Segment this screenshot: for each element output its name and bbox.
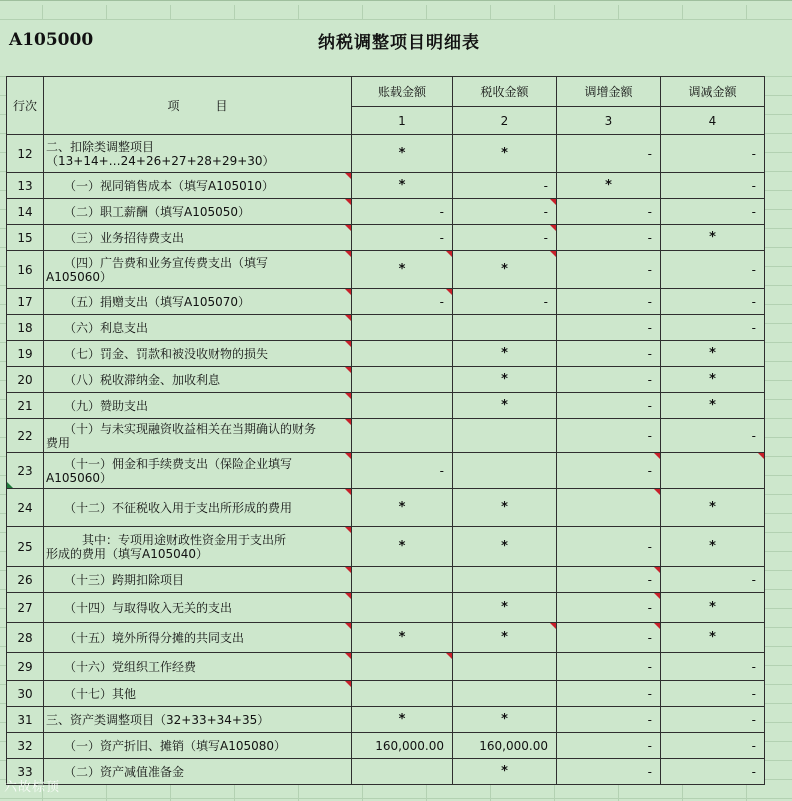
increase-amount-cell[interactable]: - [557,707,661,733]
tax-adjustment-table [6,76,765,785]
header-tax-amount[interactable]: 税收金额 [453,77,557,107]
tax-amount-cell[interactable]: - [453,289,557,315]
book-amount-cell[interactable]: - [352,453,453,489]
header-decrease-amount[interactable]: 调减金额 [661,77,765,107]
increase-amount-cell[interactable]: - [557,225,661,251]
book-amount-cell[interactable]: * [352,173,453,199]
row-number[interactable]: 24 [7,489,44,527]
decrease-amount-cell[interactable]: - [661,315,765,341]
tax-amount-cell[interactable]: * [453,707,557,733]
decrease-amount-cell[interactable]: - [661,759,765,785]
decrease-amount-cell[interactable]: - [661,199,765,225]
row-number[interactable]: 18 [7,315,44,341]
increase-amount-cell[interactable]: - [557,199,661,225]
table-row [7,289,765,315]
book-amount-cell[interactable] [352,653,453,681]
book-amount-cell[interactable] [352,567,453,593]
table-row [7,135,765,173]
item-label[interactable]: （七）罚金、罚款和被没收财物的损失 [44,341,352,367]
decrease-amount-cell[interactable]: - [661,733,765,759]
increase-amount-cell[interactable]: - [557,623,661,653]
increase-amount-cell[interactable]: - [557,567,661,593]
row-number[interactable]: 17 [7,289,44,315]
table-row [7,251,765,289]
item-label[interactable]: 其中：专项用途财政性资金用于支出所 形成的费用（填写A105040） [44,527,352,567]
header-col-number-4[interactable]: 4 [661,107,765,135]
tax-amount-cell[interactable]: * [453,593,557,623]
table-row [7,759,765,785]
book-amount-cell[interactable] [352,341,453,367]
increase-amount-cell[interactable]: - [557,393,661,419]
row-number[interactable]: 31 [7,707,44,733]
book-amount-cell[interactable]: * [352,135,453,173]
row-number[interactable]: 13 [7,173,44,199]
table-row [7,367,765,393]
increase-amount-cell[interactable]: - [557,527,661,567]
decrease-amount-cell[interactable]: - [661,567,765,593]
tax-amount-cell[interactable]: * [453,623,557,653]
decrease-amount-cell[interactable]: * [661,527,765,567]
row-number[interactable]: 21 [7,393,44,419]
increase-amount-cell[interactable]: * [557,173,661,199]
item-label[interactable]: （六）利息支出 [44,315,352,341]
table-row [7,567,765,593]
decrease-amount-cell[interactable]: - [661,681,765,707]
table-row [7,199,765,225]
row-number[interactable]: 23 [7,453,44,489]
decrease-amount-cell[interactable]: * [661,489,765,527]
tax-amount-cell[interactable] [453,681,557,707]
decrease-amount-cell[interactable]: * [661,341,765,367]
item-label[interactable]: （八）税收滞纳金、加收利息 [44,367,352,393]
tax-amount-cell[interactable] [453,453,557,489]
table-row [7,733,765,759]
tax-amount-cell[interactable]: * [453,393,557,419]
table-row [7,593,765,623]
book-amount-cell[interactable] [352,759,453,785]
tax-amount-cell[interactable]: * [453,759,557,785]
row-number[interactable]: 19 [7,341,44,367]
table-row [7,527,765,567]
item-label[interactable]: （九）赞助支出 [44,393,352,419]
increase-amount-cell[interactable]: - [557,135,661,173]
increase-amount-cell[interactable]: - [557,653,661,681]
book-amount-cell[interactable] [352,315,453,341]
header-increase-amount[interactable]: 调增金额 [557,77,661,107]
increase-amount-cell[interactable]: - [557,315,661,341]
book-amount-cell[interactable]: * [352,527,453,567]
increase-amount-cell[interactable]: - [557,289,661,315]
item-label[interactable]: （十六）党组织工作经费 [44,653,352,681]
decrease-amount-cell[interactable]: - [661,419,765,453]
increase-amount-cell[interactable]: - [557,367,661,393]
row-number[interactable]: 15 [7,225,44,251]
watermark-text: 六故棕顶 [4,780,61,795]
tax-amount-cell[interactable]: * [453,367,557,393]
tax-amount-cell[interactable]: * [453,489,557,527]
item-label[interactable]: （十三）跨期扣除项目 [44,567,352,593]
header-col-number-3[interactable]: 3 [557,107,661,135]
form-code[interactable]: A105000 [9,30,94,50]
row-number[interactable]: 30 [7,681,44,707]
item-label[interactable]: （一）资产折旧、摊销（填写A105080） [44,733,352,759]
book-amount-cell[interactable]: * [352,623,453,653]
item-label[interactable]: （十七）其他 [44,681,352,707]
header-col-number-2[interactable]: 2 [453,107,557,135]
table-row [7,707,765,733]
item-label[interactable]: 二、扣除类调整项目 （13+14+…24+26+27+28+29+30） [44,135,352,173]
header-item[interactable]: 项 目 [44,77,352,135]
book-amount-cell[interactable]: - [352,289,453,315]
item-label[interactable]: （二）资产减值准备金 [44,759,352,785]
row-number[interactable]: 25 [7,527,44,567]
table-row [7,489,765,527]
tax-amount-cell[interactable]: - [453,225,557,251]
tax-amount-cell[interactable]: * [453,135,557,173]
row-number[interactable]: 27 [7,593,44,623]
form-title[interactable]: 纳税调整项目明细表 [318,33,480,53]
item-label[interactable]: （四）广告费和业务宣传费支出（填写 A105060） [44,251,352,289]
book-amount-cell[interactable] [352,419,453,453]
item-label[interactable]: （十一）佣金和手续费支出（保险企业填写 A105060） [44,453,352,489]
table-row [7,681,765,707]
book-amount-cell[interactable]: - [352,225,453,251]
decrease-amount-cell[interactable] [661,453,765,489]
item-label[interactable]: （十四）与取得收入无关的支出 [44,593,352,623]
row-number[interactable]: 28 [7,623,44,653]
table-row [7,173,765,199]
row-number[interactable]: 32 [7,733,44,759]
table-row [7,419,765,453]
book-amount-cell[interactable]: * [352,251,453,289]
increase-amount-cell[interactable]: - [557,251,661,289]
row-number[interactable]: 16 [7,251,44,289]
decrease-amount-cell[interactable]: - [661,173,765,199]
book-amount-cell[interactable]: - [352,199,453,225]
decrease-amount-cell[interactable]: - [661,135,765,173]
tax-amount-cell[interactable] [453,567,557,593]
item-label[interactable]: （十）与未实现融资收益相关在当期确认的财务 费用 [44,419,352,453]
table-row [7,341,765,367]
tax-amount-cell[interactable]: * [453,527,557,567]
book-amount-cell[interactable]: * [352,489,453,527]
decrease-amount-cell[interactable]: * [661,393,765,419]
decrease-amount-cell[interactable]: - [661,707,765,733]
book-amount-cell[interactable]: 160,000.00 [352,733,453,759]
increase-amount-cell[interactable]: - [557,593,661,623]
row-number[interactable]: 20 [7,367,44,393]
increase-amount-cell[interactable] [557,489,661,527]
item-label[interactable]: （十五）境外所得分摊的共同支出 [44,623,352,653]
tax-amount-cell[interactable]: * [453,251,557,289]
table-row [7,315,765,341]
increase-amount-cell[interactable]: - [557,733,661,759]
item-label[interactable]: （五）捐赠支出（填写A105070） [44,289,352,315]
decrease-amount-cell[interactable]: * [661,367,765,393]
decrease-amount-cell[interactable]: * [661,225,765,251]
table-row [7,623,765,653]
row-number[interactable]: 22 [7,419,44,453]
header-col-number-1[interactable]: 1 [352,107,453,135]
increase-amount-cell[interactable]: - [557,419,661,453]
book-amount-cell[interactable] [352,367,453,393]
decrease-amount-cell[interactable]: - [661,251,765,289]
book-amount-cell[interactable]: * [352,707,453,733]
book-amount-cell[interactable] [352,393,453,419]
table-row [7,393,765,419]
tax-amount-cell[interactable]: - [453,173,557,199]
increase-amount-cell[interactable]: - [557,453,661,489]
increase-amount-cell[interactable]: - [557,681,661,707]
tax-amount-cell[interactable]: * [453,341,557,367]
row-number[interactable]: 29 [7,653,44,681]
item-label[interactable]: （十二）不征税收入用于支出所形成的费用 [44,489,352,527]
row-number[interactable]: 12 [7,135,44,173]
item-label[interactable]: （三）业务招待费支出 [44,225,352,251]
tax-amount-cell[interactable] [453,315,557,341]
table-row [7,653,765,681]
header-row-no[interactable]: 行次 [7,77,44,135]
table-row [7,225,765,251]
decrease-amount-cell[interactable]: - [661,653,765,681]
item-label[interactable]: （二）职工薪酬（填写A105050） [44,199,352,225]
item-label[interactable]: 三、资产类调整项目（32+33+34+35） [44,707,352,733]
top-edge [0,0,792,5]
row-number[interactable]: 14 [7,199,44,225]
decrease-amount-cell[interactable]: * [661,623,765,653]
tax-amount-cell[interactable] [453,653,557,681]
tax-amount-cell[interactable]: 160,000.00 [453,733,557,759]
row-number[interactable]: 26 [7,567,44,593]
decrease-amount-cell[interactable]: - [661,289,765,315]
increase-amount-cell[interactable]: - [557,341,661,367]
item-label[interactable]: （一）视同销售成本（填写A105010） [44,173,352,199]
tax-amount-cell[interactable]: - [453,199,557,225]
spacer-row [0,60,792,76]
book-amount-cell[interactable] [352,593,453,623]
book-amount-cell[interactable] [352,681,453,707]
tax-amount-cell[interactable] [453,419,557,453]
increase-amount-cell[interactable]: - [557,759,661,785]
table-row [7,453,765,489]
row-number[interactable]: 33 [7,759,44,785]
header-book-amount[interactable]: 账载金额 [352,77,453,107]
decrease-amount-cell[interactable]: * [661,593,765,623]
